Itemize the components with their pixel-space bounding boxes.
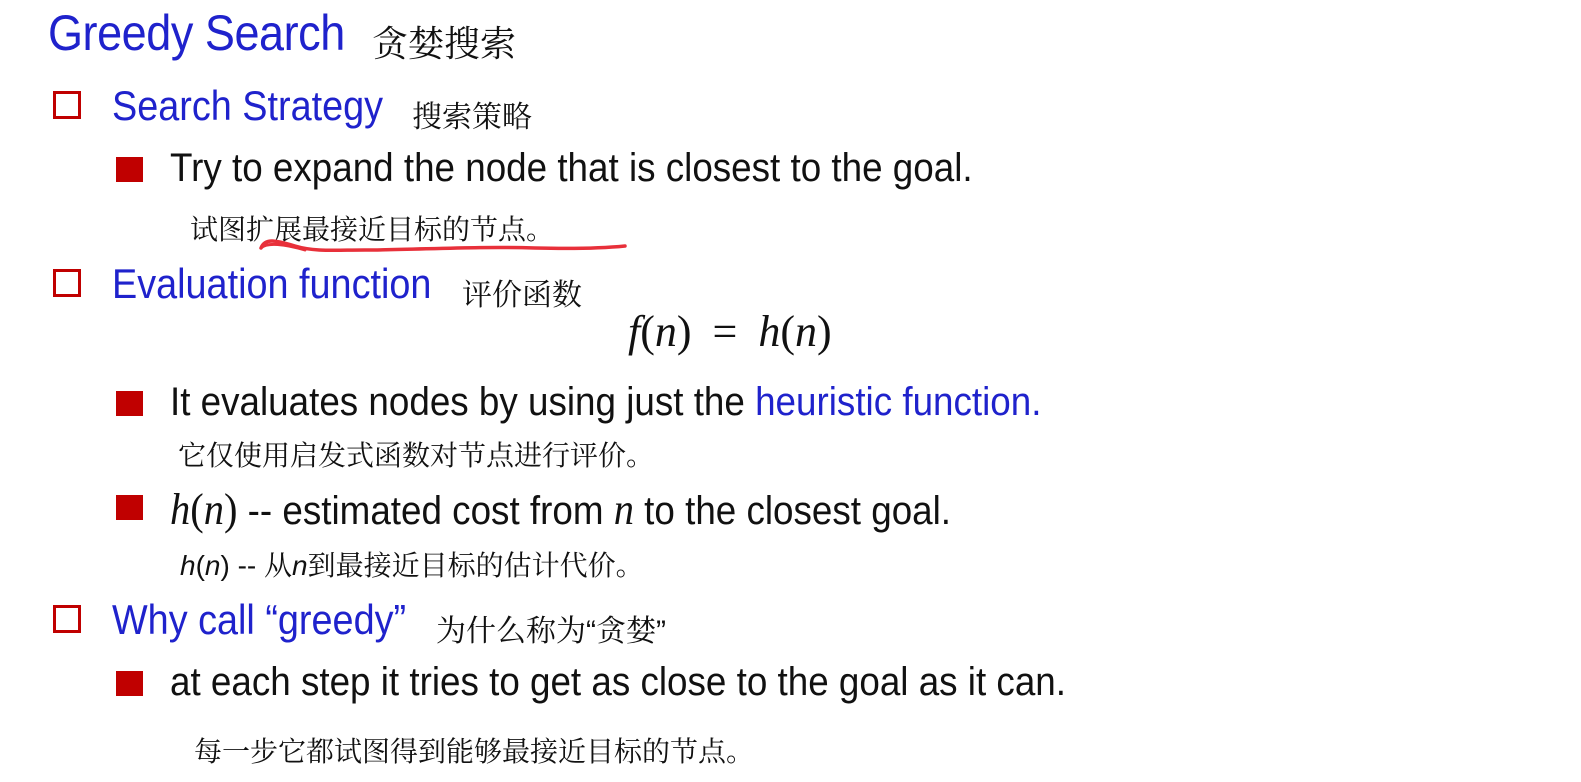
math-paren: ( [190, 485, 204, 534]
hollow-square-bullet-icon [53, 91, 81, 119]
bullet-text: Try to expand the node that is closest to the goal. [170, 146, 973, 190]
translation-text: 到最接近目标的估计代价。 [307, 550, 644, 581]
formula-h: h [758, 307, 781, 356]
filled-square-bullet-icon [116, 495, 143, 520]
math-paren: ) [220, 550, 230, 581]
page-title: Greedy Search [48, 5, 345, 61]
translation-prefix: 试图 [190, 214, 247, 245]
section-heading-zh: 搜索策略 [412, 101, 532, 134]
translation-text: -- 从 [229, 550, 293, 581]
evaluation-formula [628, 306, 832, 357]
translation-suffix: 。 [526, 214, 555, 245]
filled-square-bullet-icon [116, 157, 143, 182]
heuristic-function-highlight: heuristic function. [755, 380, 1042, 424]
underlined-phrase: 扩展最接近目标的节点 [246, 214, 527, 245]
math-paren: ) [223, 485, 238, 534]
bullet-text-plain: It evaluates nodes by using just the [170, 380, 756, 424]
math-h: h [170, 485, 191, 534]
filled-square-bullet-icon [116, 391, 143, 416]
formula-n: n [795, 307, 818, 356]
section-heading-zh: 为什么称为“贪婪” [436, 615, 666, 648]
bullet-text-plain: to the closest goal. [633, 489, 952, 533]
bullet-translation: 它仅使用启发式函数对节点进行评价。 [178, 440, 655, 471]
page-title-zh: 贪婪搜索 [372, 23, 517, 64]
formula-paren: ) [817, 307, 832, 356]
hollow-square-bullet-icon [53, 269, 81, 297]
math-n: n [203, 485, 224, 534]
formula-equals: = [712, 307, 738, 356]
section-heading-zh: 评价函数 [462, 279, 582, 312]
formula-f: f [628, 307, 641, 356]
hollow-square-bullet-icon [53, 605, 81, 633]
formula-n: n [654, 307, 677, 356]
bullet-text [170, 380, 1041, 425]
bullet-text-plain: -- estimated cost from [237, 489, 614, 533]
bullet-translation: 每一步它都试图得到能够最接近目标的节点。 [194, 736, 755, 767]
section-heading: Why call “greedy” [112, 596, 407, 643]
math-h: h [180, 550, 196, 581]
bullet-text: at each step it tries to get as close to the goal as it can. [170, 660, 1066, 704]
bullet-text [170, 484, 951, 535]
formula-paren: ( [640, 307, 655, 356]
math-paren: ( [195, 550, 205, 581]
section-heading: Search Strategy [112, 82, 384, 129]
formula-paren: ) [676, 307, 692, 356]
section-heading: Evaluation function [112, 260, 432, 307]
math-n: n [292, 550, 308, 581]
math-n: n [204, 550, 221, 581]
formula-paren: ( [780, 307, 796, 356]
math-n: n [613, 485, 634, 534]
bullet-translation [180, 544, 644, 584]
filled-square-bullet-icon [116, 671, 143, 696]
